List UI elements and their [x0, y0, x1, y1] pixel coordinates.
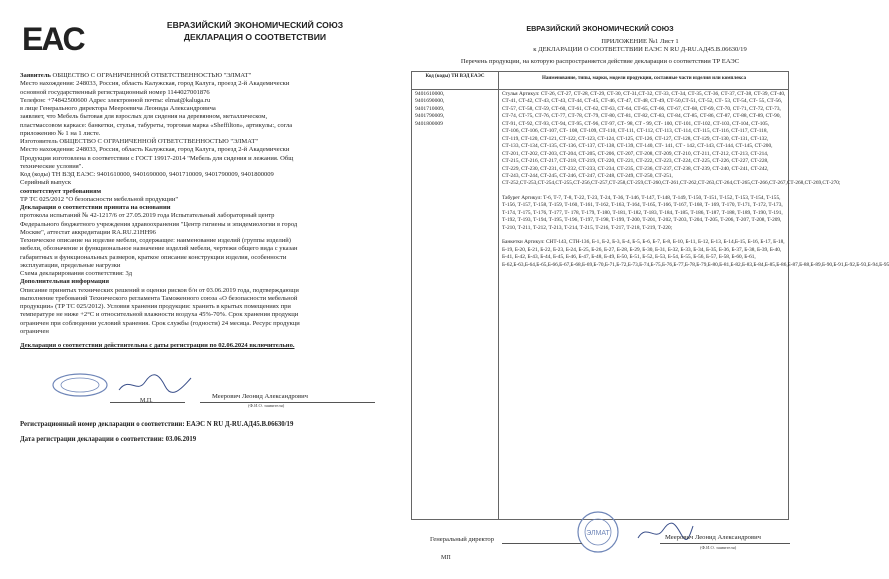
applicant-address: Место нахождения: 248033, Россия, область Калужская, город Калуга, проезд 2-й Академически	[20, 80, 290, 88]
appendix-declaration-ref: к ДЕКЛАРАЦИИ О СООТВЕТСТВИИ ЕАЭС N RU Д-RU.АД45.В.06630/19	[533, 46, 747, 53]
svg-text:ЭЛМАТ: ЭЛМАТ	[586, 530, 610, 537]
declares-line: пластмассовом каркасе: банкетки, стулья, табуреты, торговая марка «Sheffilton», артикулы:, согла	[20, 121, 293, 129]
tnved-codes: Код (коды) ТН ВЭД ЕАЭС: 9401610000, 9401690000, 9401710009, 9401790009, 9401800009	[20, 171, 274, 178]
manufacturer-line: технические условия".	[20, 162, 84, 170]
eac-logo-icon	[20, 16, 84, 60]
code-item: 9401790009,	[415, 113, 445, 120]
basis-line: Схема декларирования соответствия: 3д	[20, 270, 133, 277]
stools-articles: Табурет Артикул: Т-6, Т-7, Т-8, Т-22, Т-23, Т-24, Т-36, Т-146, Т-147, Т-148, Т-149, Т-150, Т-151, Т-152, Т-153, Т-154, Т-155, Т-156, Т-157, Т-158, Т-159, Т-160, Т-161, Т-162, Т-163, Т-164, Т-165, Т-166, Т-167, Т-168, Т- 169, Т-170, Т-171, Т-172, Т-173, Т-174, Т-175, Т-176, Т-177, Т- 178, Т-179, Т-180, Т-181, Т-182, Т-183, Т-184, Т-185, Т-186, Т-187, Т-188, Т-189, Т-190, Т-191, Т-192, Т-193, Т-194, Т-195, Т-196, Т-197, Т-198, Т-199, Т-200, Т-201, Т-202, Т-203, Т-204, Т-205, Т-206, Т-207, Т-208, Т-209, Т-210, Т-211, Т-212, Т-213, Т-214, Т-215, Т-216, Т-217, Т-218, Т-219, Т-220;	[502, 194, 783, 231]
signer-name: Меерович Леонид Александрович	[665, 534, 761, 541]
compliance-label: соответствует требованиям	[20, 187, 102, 195]
basis-line: Москве", аттестат аккредитации RA.RU.21НН96	[20, 228, 156, 236]
code-item: 9401610000,	[415, 91, 445, 97]
manufacturer-line: Продукция изготовлена в соответствии с ГОСТ 19917-2014 "Мебель для сидения и лежания. Общ	[20, 154, 294, 162]
code-item: 9401690000,	[415, 98, 445, 105]
applicant-person: в лице Генерального директора Меероевича Леонида Александровича	[20, 105, 216, 112]
basis-line: протокола испытаний № 42-1217/6 от 27.05.2019 года Испытательный лабораторный центр	[20, 212, 275, 220]
basis-line: мебели, обозначение и функциональное назначение изделий мебели, чертежи общего вида с указан	[20, 245, 298, 253]
appendix-number: ПРИЛОЖЕНИЕ №1 Лист 1	[601, 38, 679, 45]
declares-line: приложению № 1 на 1 листе.	[20, 129, 101, 137]
extra-info-line: ограничен при соблюдении условий хранения. Срок службы (годности) 24 месяца. Ресурс продукци	[20, 319, 300, 327]
extra-info-line: ограничен	[20, 327, 49, 335]
header-divider	[412, 89, 788, 90]
manufacturer-line: Изготовитель ОБЩЕСТВО С ОГРАНИЧЕННОЙ ОТВЕТСТВЕННОСТЬЮ "ЭЛМАТ"	[20, 138, 259, 145]
svg-text:EAC: EAC	[22, 21, 84, 57]
code-item: 9401800009	[415, 120, 443, 127]
codes-column-header: Код (коды) ТН ВЭД ЕАЭС	[425, 74, 485, 79]
product-list-title: Перечень продукции, на которую распространяется действие декларации о соответствии ТР ЕАЭС	[460, 58, 740, 65]
basis-label: Декларация о соответствии принята на основании	[20, 204, 171, 211]
company-stamp-icon	[50, 372, 110, 398]
basis-line: Федерального бюджетного учреждения здравоохранения "Центр гигиены и эпидемиологии в город	[20, 220, 298, 228]
registration-number: Регистрационный номер декларации о соответствии: ЕАЭС N RU Д-RU.АД45.В.06630/19	[20, 421, 294, 428]
items-cell	[502, 91, 889, 276]
fio-caption: (Ф.И.О. заявителя)	[248, 403, 285, 408]
items-column-header: Наименование, типы, марки, модели продукции, составные части изделия или комплекса	[542, 76, 746, 81]
compliance-text: ТР ТС 025/2012 "О безопасности мебельной продукции"	[20, 195, 179, 203]
extra-info-line: температуре не ниже +2°С и относительной влажности воздуха 45%-70%. Срок хранения продукци	[20, 311, 299, 319]
applicant-ogrn: основной государственный регистрационный номер 1144027001876	[20, 88, 210, 96]
codes-cell	[415, 91, 497, 128]
declaration-title: ДЕКЛАРАЦИЯ О СООТВЕТСТВИИ	[183, 32, 327, 42]
basis-line: габаритных и функциональных размеров, краткое описание конструкции изделия, особенности	[20, 253, 287, 261]
extra-info-line: Описание принятых технических решений и оценки рисков б/н от 03.06.2019 года, подтверждающи	[20, 286, 299, 294]
signature-rule	[502, 543, 582, 544]
declares-line: заявляет, что Мебель бытовая для взрослых для сидения на деревянном, металлическом,	[20, 113, 268, 121]
benches-articles: Банкетки Артикул: СНТ-143, СТН-136, Б-1, Б-2, Б-3, Б-4, Б-5, Б-6, Б-7, Б-8, Б-10, Б-11, Б-12, Б-13, Б-14,Б-15, Б-16, Б-17, Б-18, Б-19, Б-20, Б-21, Б-22, Б-23, Б-24, Б-25, Б-26, Б-27, Б-28, Б-29, Б-30, Б-31, Б-32, Б-33, Б-34, Б-35, Б-36, Б-37, Б-38, Б-39, Б-40, Б-41, Б-42, Б-43, Б-44, Б-45, Б-46, Б-47, Б-48, Б-49, Б-50, Б-51, Б-52, Б-53, Б-54, Б-55, Б-56, Б-57, Б-58, Б-60, Б-61, Б-62,Б-63,Б-64,Б-65,Б-66,Б-67,Б-68,Б-69,Б-70,Б-71,Б-72,Б-73,Б-74,Б-75,Б-76,Б-77,Б-78,Б-79,Б-80,Б-81,Б-82,Б-83,Б-84,Б-85,Б-86,Б-87,Б-88,Б-89,Б-90,Б-91,Б-92,Б-93,Б-94,Б-95	[502, 239, 889, 268]
name-rule	[660, 543, 790, 544]
manufacturer-line: Место нахождения: 248033, Россия, область Калужская, город Калуга, проезд 2-й Академически	[20, 146, 290, 154]
extra-info-line: выполнение требований Технического регламента Таможенного союза «О безопасности мебельной	[20, 294, 298, 302]
applicant-line: Заявитель ОБЩЕСТВО С ОГРАНИЧЕННОЙ ОТВЕТСТВЕННОСТЬЮ "ЭЛМАТ"	[20, 72, 252, 79]
serial-production: Серийный выпуск	[20, 179, 72, 187]
declaration-body	[20, 72, 388, 350]
code-item: 9401710009,	[415, 105, 445, 112]
basis-line: эксплуатации, предельные нагрузки	[20, 261, 121, 269]
signer-name: Меерович Леонид Александрович	[212, 393, 308, 400]
chairs-articles: Стулья Артикул: СТ-26, СТ-27, СТ-28, СТ-29, СТ-30, СТ-31,СТ-32, СТ-33, СТ-34, СТ-35, СТ-36, СТ-37, СТ-38, СТ-39, СТ-40, СТ-41, СТ-42, СТ-43, СТ-43, СТ-44, СТ-45, СТ-46, СТ-47, СТ-48, СТ-49, СТ-50,СТ-51, СТ-52, СТ- 53, СТ-54, СТ- 55, СТ-56, СТ-57, СТ-58, СТ-59, СТ-60, СТ-61, СТ-62, СТ-63, СТ-64, СТ-65, СТ-66, СТ-67, СТ-68, СТ-69, СТ-70, СТ-71, СТ-72, СТ-73, СТ-74, СТ-75, СТ-76, СТ-77, СТ-78, СТ-79, СТ-80, СТ-81, СТ-82, СТ-83, СТ-84, СТ-85, СТ-86, СТ-87, СТ-88, СТ-89, СТ-90, СТ-91, СТ-92, СТ-93, СТ-94, СТ-95, СТ-96, СТ-97, СТ- 98, СТ - 99, СТ- 100, СТ-101, СТ-102, СТ-103, СТ-104, СТ-105, СТ-106, СТ-106, СТ-107, СТ- 108, СТ-109, СТ-110, СТ-111, СТ-112, СТ-113, СТ-114, СТ-115, СТ-116, СТ-117, СТ-118, СТ-119, СТ-120, СТ-121, СТ-122, СТ-123, СТ-124, СТ-125, СТ-126, СТ-127, СТ-128, СТ-129, СТ-130, СТ-131, СТ-132, СТ-133, СТ-134, СТ-135, СТ-136, СТ-137, СТ-138, СТ-139, СТ-140, СТ- 141, СТ - 142, СТ-143, СТ-144, СТ-145, СТ-200, СТ-201, СТ-202, СТ-203, СТ-204, СТ-205, СТ-206, СТ-207, СТ-208, СТ-209, СТ-210, СТ-211, СТ-212, СТ-213, СТ-214, СТ-215, СТ-216, СТ-217, СТ-218, СТ-219, СТ-220, СТ-221, СТ-222, СТ-223, СТ-224, СТ-225, СТ-226, СТ-227, СТ-228, СТ-229, СТ-230, СТ-231, СТ-232, СТ-233, СТ-234, СТ-235, СТ-236, СТ-237, СТ-238, СТ-239, СТ-240, СТ-241, СТ-242, СТ-243, СТ-244, СТ-245, СТ-246, СТ-247, СТ-248, СТ-249, СТ-250, СТ-251, СТ-252,СТ-253,СТ-254,СТ-255,СТ-256,СТ-257,СТ-258,СТ-259,СТ-260,СТ-261,СТ-262,СТ-263,СТ-264,СТ-265,СТ-266,СТ-267,СТ-268,СТ-269,СТ-270;	[502, 91, 841, 187]
registration-date: Дата регистрации декларации о соответствии: 03.06.2019	[20, 436, 197, 443]
director-title: Генеральный директор	[430, 536, 495, 543]
applicant-phone: Телефон: +74842500600 Адрес электронной почты: elmat@kaluga.ru	[20, 96, 211, 104]
product-table	[411, 71, 889, 520]
fio-caption: (Ф.И.О. заявителя)	[700, 545, 737, 550]
validity-statement: Декларация о соответствии действительна с даты регистрации по 02.06.2024 включительно.	[20, 342, 295, 349]
declaration-page	[0, 0, 400, 579]
name-rule	[200, 402, 375, 403]
appendix-union-title: ЕВРАЗИЙСКИЙ ЭКОНОМИЧЕСКИЙ СОЮЗ	[526, 24, 674, 33]
seal-place-label: М.П.	[140, 398, 153, 404]
signature-icon	[115, 372, 195, 396]
company-stamp-icon	[565, 510, 631, 554]
column-divider	[498, 72, 499, 519]
union-title: ЕВРАЗИЙСКИЙ ЭКОНОМИЧЕСКИЙ СОЮЗ	[166, 20, 344, 30]
extra-info-label: Дополнительная информация	[20, 278, 110, 286]
seal-place-label: МП	[441, 555, 451, 561]
extra-info-line: продукции» (ТР ТС 025/2012). Условия хранения продукции: хранить в крытых помещениях при	[20, 303, 291, 310]
basis-line: Техническое описание на изделие мебели, содержащее: наименование изделий (группы изделий)	[20, 237, 291, 244]
